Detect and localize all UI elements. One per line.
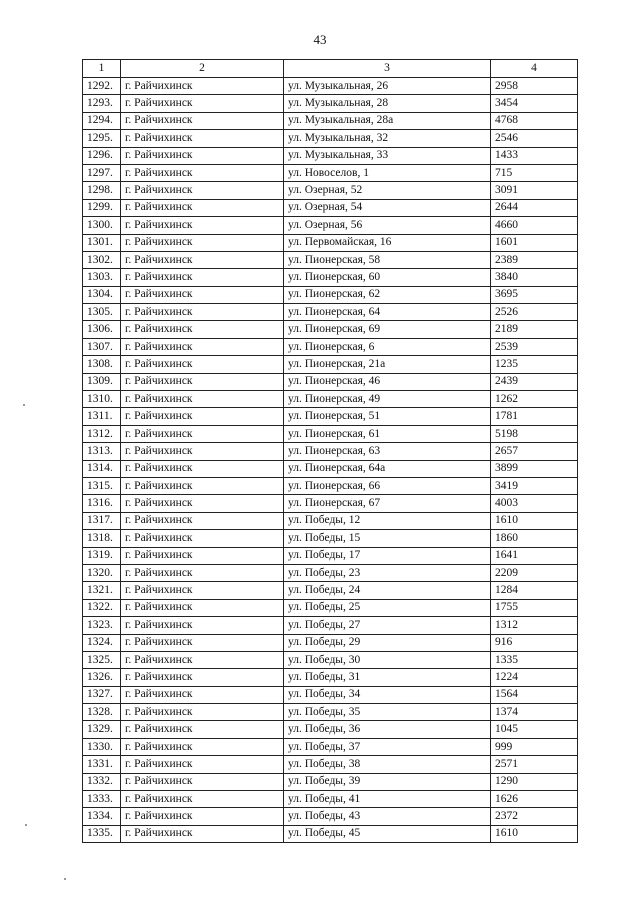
table-row bbox=[83, 634, 578, 651]
street-address-cell: ул. Озерная, 54 bbox=[284, 199, 491, 216]
row-number-cell: 1312. bbox=[83, 425, 121, 442]
row-number-cell: 1297. bbox=[83, 164, 121, 181]
table-body bbox=[83, 78, 578, 843]
street-address-cell: ул. Победы, 38 bbox=[284, 756, 491, 773]
value-cell: 1564 bbox=[491, 686, 578, 703]
city-cell: г. Райчихинск bbox=[121, 269, 284, 286]
table-row bbox=[83, 408, 578, 425]
row-number-cell: 1323. bbox=[83, 617, 121, 634]
scan-speck bbox=[25, 824, 27, 826]
value-cell: 1610 bbox=[491, 512, 578, 529]
table-row bbox=[83, 686, 578, 703]
street-address-cell: ул. Музыкальная, 33 bbox=[284, 147, 491, 164]
table-row bbox=[83, 164, 578, 181]
city-cell: г. Райчихинск bbox=[121, 78, 284, 95]
table-row bbox=[83, 78, 578, 95]
table-row bbox=[83, 808, 578, 825]
street-address-cell: ул. Победы, 34 bbox=[284, 686, 491, 703]
city-cell: г. Райчихинск bbox=[121, 443, 284, 460]
value-cell: 1610 bbox=[491, 825, 578, 842]
city-cell: г. Райчихинск bbox=[121, 304, 284, 321]
street-address-cell: ул. Победы, 29 bbox=[284, 634, 491, 651]
value-cell: 2209 bbox=[491, 564, 578, 581]
table-row bbox=[83, 512, 578, 529]
value-cell: 3419 bbox=[491, 477, 578, 494]
column-header-4: 4 bbox=[491, 60, 578, 78]
row-number-cell: 1329. bbox=[83, 721, 121, 738]
street-address-cell: ул. Пионерская, 69 bbox=[284, 321, 491, 338]
city-cell: г. Райчихинск bbox=[121, 199, 284, 216]
row-number-cell: 1303. bbox=[83, 269, 121, 286]
street-address-cell: ул. Музыкальная, 26 bbox=[284, 78, 491, 95]
header-row bbox=[83, 60, 578, 78]
city-cell: г. Райчихинск bbox=[121, 564, 284, 581]
table-row bbox=[83, 304, 578, 321]
city-cell: г. Райчихинск bbox=[121, 391, 284, 408]
row-number-cell: 1307. bbox=[83, 338, 121, 355]
row-number-cell: 1306. bbox=[83, 321, 121, 338]
street-address-cell: ул. Победы, 41 bbox=[284, 791, 491, 808]
row-number-cell: 1292. bbox=[83, 78, 121, 95]
street-address-cell: ул. Пионерская, 21а bbox=[284, 356, 491, 373]
value-cell: 3091 bbox=[491, 182, 578, 199]
value-cell: 999 bbox=[491, 738, 578, 755]
row-number-cell: 1328. bbox=[83, 704, 121, 721]
city-cell: г. Райчихинск bbox=[121, 425, 284, 442]
city-cell: г. Райчихинск bbox=[121, 825, 284, 842]
row-number-cell: 1318. bbox=[83, 530, 121, 547]
row-number-cell: 1299. bbox=[83, 199, 121, 216]
street-address-cell: ул. Пионерская, 64 bbox=[284, 304, 491, 321]
table-row bbox=[83, 582, 578, 599]
value-cell: 2644 bbox=[491, 199, 578, 216]
value-cell: 2539 bbox=[491, 338, 578, 355]
city-cell: г. Райчихинск bbox=[121, 599, 284, 616]
column-header-1: 1 bbox=[83, 60, 121, 78]
city-cell: г. Райчихинск bbox=[121, 808, 284, 825]
street-address-cell: ул. Победы, 43 bbox=[284, 808, 491, 825]
table-row bbox=[83, 443, 578, 460]
street-address-cell: ул. Победы, 15 bbox=[284, 530, 491, 547]
city-cell: г. Райчихинск bbox=[121, 634, 284, 651]
city-cell: г. Райчихинск bbox=[121, 704, 284, 721]
street-address-cell: ул. Победы, 36 bbox=[284, 721, 491, 738]
street-address-cell: ул. Победы, 17 bbox=[284, 547, 491, 564]
row-number-cell: 1316. bbox=[83, 495, 121, 512]
table-row bbox=[83, 269, 578, 286]
value-cell: 1224 bbox=[491, 669, 578, 686]
street-address-cell: ул. Победы, 27 bbox=[284, 617, 491, 634]
city-cell: г. Райчихинск bbox=[121, 182, 284, 199]
table-row bbox=[83, 530, 578, 547]
city-cell: г. Райчихинск bbox=[121, 686, 284, 703]
city-cell: г. Райчихинск bbox=[121, 477, 284, 494]
row-number-cell: 1324. bbox=[83, 634, 121, 651]
city-cell: г. Райчихинск bbox=[121, 356, 284, 373]
row-number-cell: 1326. bbox=[83, 669, 121, 686]
city-cell: г. Райчихинск bbox=[121, 338, 284, 355]
street-address-cell: ул. Пионерская, 64а bbox=[284, 460, 491, 477]
row-number-cell: 1317. bbox=[83, 512, 121, 529]
street-address-cell: ул. Победы, 45 bbox=[284, 825, 491, 842]
street-address-cell: ул. Победы, 25 bbox=[284, 599, 491, 616]
value-cell: 1626 bbox=[491, 791, 578, 808]
street-address-cell: ул. Пионерская, 62 bbox=[284, 286, 491, 303]
value-cell: 1312 bbox=[491, 617, 578, 634]
table-row bbox=[83, 425, 578, 442]
table-row bbox=[83, 773, 578, 790]
street-address-cell: ул. Победы, 24 bbox=[284, 582, 491, 599]
table-row bbox=[83, 651, 578, 668]
street-address-cell: ул. Победы, 37 bbox=[284, 738, 491, 755]
table-row bbox=[83, 825, 578, 842]
table-row bbox=[83, 547, 578, 564]
city-cell: г. Райчихинск bbox=[121, 721, 284, 738]
scan-speck bbox=[23, 404, 25, 406]
value-cell: 1601 bbox=[491, 234, 578, 251]
city-cell: г. Райчихинск bbox=[121, 321, 284, 338]
value-cell: 916 bbox=[491, 634, 578, 651]
table-row bbox=[83, 704, 578, 721]
value-cell: 2439 bbox=[491, 373, 578, 390]
table-row bbox=[83, 391, 578, 408]
value-cell: 4768 bbox=[491, 112, 578, 129]
value-cell: 2189 bbox=[491, 321, 578, 338]
street-address-cell: ул. Пионерская, 49 bbox=[284, 391, 491, 408]
street-address-cell: ул. Победы, 31 bbox=[284, 669, 491, 686]
row-number-cell: 1310. bbox=[83, 391, 121, 408]
row-number-cell: 1295. bbox=[83, 130, 121, 147]
row-number-cell: 1325. bbox=[83, 651, 121, 668]
city-cell: г. Райчихинск bbox=[121, 286, 284, 303]
street-address-cell: ул. Озерная, 52 bbox=[284, 182, 491, 199]
row-number-cell: 1302. bbox=[83, 251, 121, 268]
table-row bbox=[83, 199, 578, 216]
street-address-cell: ул. Музыкальная, 28 bbox=[284, 95, 491, 112]
table-row bbox=[83, 182, 578, 199]
city-cell: г. Райчихинск bbox=[121, 130, 284, 147]
value-cell: 4660 bbox=[491, 217, 578, 234]
value-cell: 2372 bbox=[491, 808, 578, 825]
city-cell: г. Райчихинск bbox=[121, 95, 284, 112]
table-row bbox=[83, 495, 578, 512]
city-cell: г. Райчихинск bbox=[121, 373, 284, 390]
city-cell: г. Райчихинск bbox=[121, 234, 284, 251]
scan-speck bbox=[64, 878, 66, 880]
table-row bbox=[83, 721, 578, 738]
table-row bbox=[83, 338, 578, 355]
table-row bbox=[83, 286, 578, 303]
street-address-cell: ул. Пионерская, 51 bbox=[284, 408, 491, 425]
street-address-cell: ул. Пионерская, 58 bbox=[284, 251, 491, 268]
table-row bbox=[83, 95, 578, 112]
value-cell: 1290 bbox=[491, 773, 578, 790]
value-cell: 2571 bbox=[491, 756, 578, 773]
city-cell: г. Райчихинск bbox=[121, 147, 284, 164]
table-row bbox=[83, 217, 578, 234]
row-number-cell: 1309. bbox=[83, 373, 121, 390]
city-cell: г. Райчихинск bbox=[121, 738, 284, 755]
row-number-cell: 1334. bbox=[83, 808, 121, 825]
value-cell: 3899 bbox=[491, 460, 578, 477]
table-row bbox=[83, 112, 578, 129]
table-row bbox=[83, 321, 578, 338]
value-cell: 1335 bbox=[491, 651, 578, 668]
street-address-cell: ул. Пионерская, 6 bbox=[284, 338, 491, 355]
city-cell: г. Райчихинск bbox=[121, 512, 284, 529]
row-number-cell: 1296. bbox=[83, 147, 121, 164]
value-cell: 2657 bbox=[491, 443, 578, 460]
city-cell: г. Райчихинск bbox=[121, 164, 284, 181]
street-address-cell: ул. Победы, 35 bbox=[284, 704, 491, 721]
row-number-cell: 1304. bbox=[83, 286, 121, 303]
value-cell: 1045 bbox=[491, 721, 578, 738]
value-cell: 2526 bbox=[491, 304, 578, 321]
value-cell: 1284 bbox=[491, 582, 578, 599]
city-cell: г. Райчихинск bbox=[121, 530, 284, 547]
value-cell: 5198 bbox=[491, 425, 578, 442]
value-cell: 2546 bbox=[491, 130, 578, 147]
table-row bbox=[83, 756, 578, 773]
value-cell: 1641 bbox=[491, 547, 578, 564]
table-row bbox=[83, 234, 578, 251]
row-number-cell: 1314. bbox=[83, 460, 121, 477]
row-number-cell: 1298. bbox=[83, 182, 121, 199]
row-number-cell: 1308. bbox=[83, 356, 121, 373]
row-number-cell: 1300. bbox=[83, 217, 121, 234]
street-address-cell: ул. Победы, 39 bbox=[284, 773, 491, 790]
row-number-cell: 1313. bbox=[83, 443, 121, 460]
city-cell: г. Райчихинск bbox=[121, 217, 284, 234]
city-cell: г. Райчихинск bbox=[121, 617, 284, 634]
row-number-cell: 1335. bbox=[83, 825, 121, 842]
city-cell: г. Райчихинск bbox=[121, 251, 284, 268]
value-cell: 1433 bbox=[491, 147, 578, 164]
street-address-cell: ул. Пионерская, 67 bbox=[284, 495, 491, 512]
row-number-cell: 1321. bbox=[83, 582, 121, 599]
row-number-cell: 1330. bbox=[83, 738, 121, 755]
value-cell: 1262 bbox=[491, 391, 578, 408]
city-cell: г. Райчихинск bbox=[121, 582, 284, 599]
table-header bbox=[83, 60, 578, 78]
page-number: 43 bbox=[313, 32, 327, 47]
street-address-cell: ул. Озерная, 56 bbox=[284, 217, 491, 234]
row-number-cell: 1305. bbox=[83, 304, 121, 321]
row-number-cell: 1294. bbox=[83, 112, 121, 129]
table-row bbox=[83, 477, 578, 494]
street-address-cell: ул. Новоселов, 1 bbox=[284, 164, 491, 181]
city-cell: г. Райчихинск bbox=[121, 495, 284, 512]
street-address-cell: ул. Пионерская, 63 bbox=[284, 443, 491, 460]
value-cell: 715 bbox=[491, 164, 578, 181]
city-cell: г. Райчихинск bbox=[121, 669, 284, 686]
street-address-cell: ул. Победы, 12 bbox=[284, 512, 491, 529]
value-cell: 1374 bbox=[491, 704, 578, 721]
table-row bbox=[83, 669, 578, 686]
table-row bbox=[83, 599, 578, 616]
row-number-cell: 1311. bbox=[83, 408, 121, 425]
street-address-cell: ул. Музыкальная, 28а bbox=[284, 112, 491, 129]
city-cell: г. Райчихинск bbox=[121, 408, 284, 425]
value-cell: 1235 bbox=[491, 356, 578, 373]
row-number-cell: 1327. bbox=[83, 686, 121, 703]
street-address-cell: ул. Пионерская, 46 bbox=[284, 373, 491, 390]
value-cell: 3454 bbox=[491, 95, 578, 112]
city-cell: г. Райчихинск bbox=[121, 112, 284, 129]
street-address-cell: ул. Победы, 30 bbox=[284, 651, 491, 668]
table-row bbox=[83, 738, 578, 755]
street-address-cell: ул. Победы, 23 bbox=[284, 564, 491, 581]
row-number-cell: 1332. bbox=[83, 773, 121, 790]
table-row bbox=[83, 373, 578, 390]
city-cell: г. Райчихинск bbox=[121, 791, 284, 808]
column-header-2: 2 bbox=[121, 60, 284, 78]
city-cell: г. Райчихинск bbox=[121, 547, 284, 564]
table-row bbox=[83, 251, 578, 268]
street-address-cell: ул. Первомайская, 16 bbox=[284, 234, 491, 251]
value-cell: 1755 bbox=[491, 599, 578, 616]
row-number-cell: 1333. bbox=[83, 791, 121, 808]
value-cell: 2958 bbox=[491, 78, 578, 95]
street-address-cell: ул. Пионерская, 60 bbox=[284, 269, 491, 286]
row-number-cell: 1322. bbox=[83, 599, 121, 616]
table-row bbox=[83, 617, 578, 634]
table-row bbox=[83, 130, 578, 147]
value-cell: 1781 bbox=[491, 408, 578, 425]
value-cell: 3840 bbox=[491, 269, 578, 286]
table-row bbox=[83, 460, 578, 477]
street-address-cell: ул. Пионерская, 66 bbox=[284, 477, 491, 494]
row-number-cell: 1301. bbox=[83, 234, 121, 251]
city-cell: г. Райчихинск bbox=[121, 756, 284, 773]
address-table bbox=[82, 59, 578, 843]
column-header-3: 3 bbox=[284, 60, 491, 78]
city-cell: г. Райчихинск bbox=[121, 651, 284, 668]
table-row bbox=[83, 564, 578, 581]
row-number-cell: 1331. bbox=[83, 756, 121, 773]
row-number-cell: 1315. bbox=[83, 477, 121, 494]
value-cell: 1860 bbox=[491, 530, 578, 547]
table-row bbox=[83, 791, 578, 808]
row-number-cell: 1320. bbox=[83, 564, 121, 581]
value-cell: 3695 bbox=[491, 286, 578, 303]
row-number-cell: 1319. bbox=[83, 547, 121, 564]
city-cell: г. Райчихинск bbox=[121, 773, 284, 790]
street-address-cell: ул. Пионерская, 61 bbox=[284, 425, 491, 442]
value-cell: 4003 bbox=[491, 495, 578, 512]
value-cell: 2389 bbox=[491, 251, 578, 268]
city-cell: г. Райчихинск bbox=[121, 460, 284, 477]
row-number-cell: 1293. bbox=[83, 95, 121, 112]
table-row bbox=[83, 147, 578, 164]
table-row bbox=[83, 356, 578, 373]
street-address-cell: ул. Музыкальная, 32 bbox=[284, 130, 491, 147]
